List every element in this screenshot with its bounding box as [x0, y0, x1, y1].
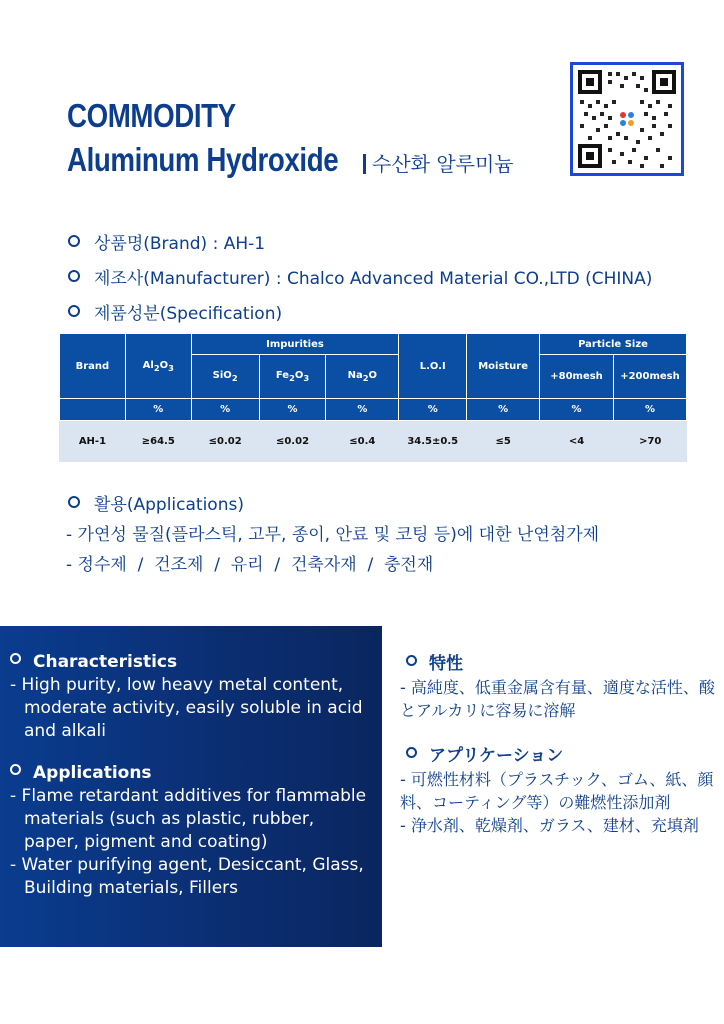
mesh80-cell: <4 [540, 421, 614, 463]
applications-heading-en: Applications [10, 763, 374, 783]
unit-cell: % [540, 399, 614, 421]
al2o3-cell: ≥64.5 [125, 421, 191, 463]
circle-bullet-icon [68, 270, 80, 282]
fe2o3-cell: ≤0.02 [259, 421, 326, 463]
unit-cell-blank [60, 399, 126, 421]
sio2-cell: ≤0.02 [191, 421, 259, 463]
unit-cell: % [326, 399, 399, 421]
circle-bullet-icon [10, 764, 21, 775]
brand-line: 상품명(Brand) : AH-1 [68, 229, 265, 254]
applications-text: - Water purifying agent, Desiccant, Glass, Building materials, Fillers [10, 855, 364, 898]
specification-heading: 제품성분(Specification) [68, 299, 282, 324]
applications-text: - Flame retardant additives for flammable materials (such as plastic, rubber, paper, pigment and coating) [10, 786, 367, 852]
specification-table [59, 333, 687, 462]
unit-cell: % [191, 399, 259, 421]
brand-cell: AH-1 [60, 421, 126, 463]
english-panel [0, 626, 382, 947]
circle-bullet-icon [68, 235, 80, 247]
characteristics-heading: Characteristics [10, 652, 374, 672]
applications-heading: 활용(Applications) [68, 490, 599, 520]
loi-header: L.O.I [399, 334, 467, 399]
characteristics-text: - High purity, low heavy metal content, moderate activity, easily soluble in acid and alkali [10, 675, 363, 741]
mesh80-header: +80mesh [540, 355, 614, 399]
sio2-header: SiO$_2$ [191, 355, 259, 399]
brand-header: Brand [60, 334, 126, 399]
table-row [60, 421, 687, 463]
al2o3-header: $Al_2O_3$ [125, 334, 191, 399]
page-title: COMMODITY [67, 97, 236, 134]
applications-text-jp: - 可燃性材料（プラスチック、ゴム、紙、顔料、コーティング等）の難燃性添加剤 [400, 770, 714, 812]
unit-cell: % [613, 399, 686, 421]
korean-product-name: 수산화 알루미늄 [363, 148, 514, 177]
characteristics-heading-jp: 特性 [400, 652, 718, 676]
moisture-header: Moisture [467, 334, 540, 399]
circle-bullet-icon [68, 305, 80, 317]
applications-line: - 가연성 물질(플라스틱, 고무, 종이, 안료 및 코팅 등)에 대한 난연첨가제 [66, 525, 600, 545]
impurities-header: Impurities [191, 334, 399, 355]
table-unit-row [60, 399, 687, 421]
mesh200-cell: >70 [613, 421, 686, 463]
unit-cell: % [125, 399, 191, 421]
applications-heading-jp: アプリケーション [400, 744, 718, 768]
moisture-cell: ≤5 [467, 421, 540, 463]
qr-code-icon [578, 70, 676, 168]
applications-korean [68, 490, 599, 580]
mesh200-header: +200mesh [613, 355, 686, 399]
product-name: Aluminum Hydroxide [67, 141, 339, 178]
na2o-header: $Na_2O$ [326, 355, 399, 399]
japanese-panel [400, 652, 718, 837]
applications-line: - 정수제 / 건조제 / 유리 / 건축자재 / 충전재 [66, 555, 434, 575]
unit-cell: % [467, 399, 540, 421]
circle-bullet-icon [68, 496, 80, 508]
applications-text-jp: - 浄水剤、乾燥剤、ガラス、建材、充填剤 [400, 816, 699, 835]
circle-bullet-icon [10, 653, 21, 664]
manufacturer-line: 제조사(Manufacturer) : Chalco Advanced Material CO.,LTD (CHINA) [68, 264, 652, 289]
table-header-row [60, 334, 687, 355]
qr-code[interactable] [570, 62, 684, 176]
fe2o3-header: $Fe_2O_3$ [259, 355, 326, 399]
unit-cell: % [259, 399, 326, 421]
circle-bullet-icon [406, 747, 417, 758]
na2o-cell: ≤0.4 [326, 421, 399, 463]
circle-bullet-icon [406, 655, 417, 666]
particle-size-header: Particle Size [540, 334, 687, 355]
unit-cell: % [399, 399, 467, 421]
divider-bar [363, 154, 366, 174]
characteristics-text-jp: - 高純度、低重金属含有量、適度な活性、酸とアルカリに容易に溶解 [400, 678, 715, 720]
loi-cell: 34.5±0.5 [399, 421, 467, 463]
